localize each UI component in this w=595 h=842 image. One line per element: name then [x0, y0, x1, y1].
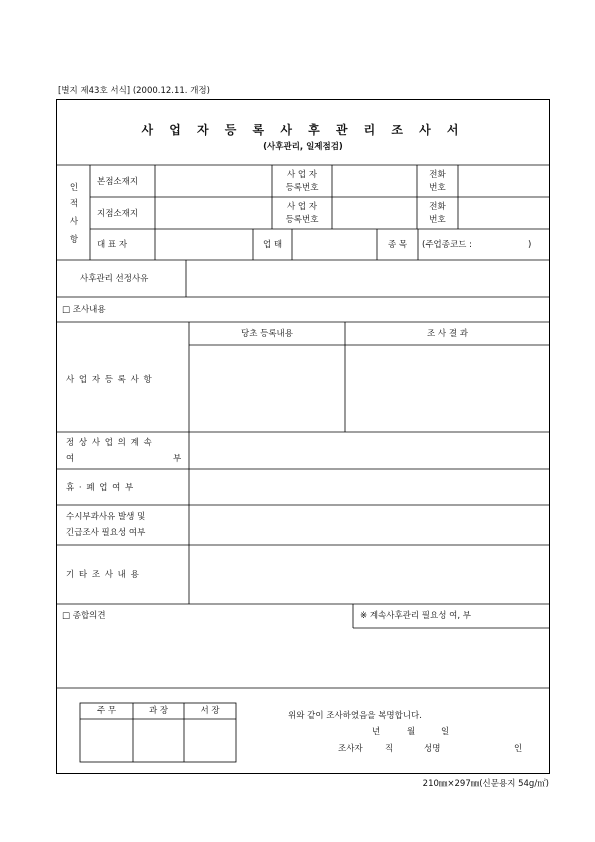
- branch-office-label: 지점소재지: [97, 209, 139, 219]
- opinion-label: □ 종합의견: [62, 611, 106, 621]
- identity-label-1: 인: [69, 183, 79, 193]
- selection-reason-field[interactable]: [188, 262, 548, 295]
- approval-sign-director[interactable]: [185, 720, 235, 761]
- business-type-label: 업 태: [262, 240, 283, 250]
- business-type-field[interactable]: [294, 231, 375, 258]
- head-office-phone-label-2: 번호: [429, 183, 446, 193]
- branch-office-reg-number-field[interactable]: [334, 199, 415, 227]
- branch-office-phone-label-1: 전화: [429, 202, 446, 212]
- continuation-label-2b: 부: [173, 454, 182, 464]
- approval-col-section-chief: 과 장: [148, 706, 169, 716]
- other-survey-field[interactable]: [191, 547, 548, 602]
- closure-label: 휴 · 폐 업 여 부: [66, 483, 135, 493]
- branch-office-reg-label-1: 사 업 자: [286, 202, 318, 212]
- continuation-label-2a: 여: [66, 454, 75, 464]
- identity-label-4: 항: [69, 235, 79, 245]
- selection-reason-label: 사후관리 선정사유: [80, 274, 149, 284]
- form-number: [별지 제43호 서식] (2000.12.11. 개정): [58, 86, 210, 96]
- date-year: 년: [372, 727, 381, 737]
- identity-label-2: 적: [69, 199, 79, 209]
- representative-field[interactable]: [157, 231, 251, 258]
- representative-label: 대 표 자: [97, 240, 128, 250]
- approval-sign-manager[interactable]: [81, 720, 132, 761]
- date-day: 일: [441, 727, 450, 737]
- head-office-phone-label-1: 전화: [429, 170, 446, 180]
- item-code-hint: (주업종코드 :: [422, 240, 472, 250]
- approval-col-manager: 주 무: [96, 706, 117, 716]
- approval-col-director: 서 장: [200, 706, 220, 716]
- date-month: 월: [407, 727, 416, 737]
- paper-spec: 210㎜×297㎜(신문용지 54g/㎡): [422, 779, 549, 789]
- page-title: 사 업 자 등 록 사 후 관 리 조 사 서: [141, 123, 465, 137]
- approval-sign-section-chief[interactable]: [134, 720, 183, 761]
- item-code-close: ): [528, 240, 532, 250]
- report-statement: 위와 같이 조사하였음을 복명합니다.: [288, 711, 422, 721]
- survey-result-header: 조 사 결 과: [427, 329, 468, 339]
- inspector-label: 조사자: [338, 744, 363, 754]
- branch-office-phone-label-2: 번호: [429, 215, 446, 225]
- opinion-field[interactable]: [58, 630, 548, 686]
- continuation-label-1: 정 상 사 업 의 계 속: [66, 438, 153, 448]
- branch-office-reg-label-2: 등록번호: [285, 215, 319, 225]
- seal-label: 인: [514, 744, 523, 754]
- item-label: 종 목: [387, 240, 408, 250]
- head-office-label: 본점소재지: [97, 177, 139, 187]
- page-subtitle: (사후관리, 일제점검): [263, 142, 343, 152]
- closure-field[interactable]: [191, 471, 548, 503]
- head-office-reg-label-1: 사 업 자: [286, 170, 318, 180]
- followup-need-label[interactable]: ※ 계속사후관리 필요성 여, 부: [360, 611, 471, 621]
- head-office-reg-number-field[interactable]: [334, 167, 415, 195]
- branch-office-address-field[interactable]: [157, 199, 270, 227]
- original-registration-header: 당초 등록내용: [241, 329, 293, 339]
- survey-section-label: □ 조사내용: [62, 305, 106, 315]
- head-office-phone-field[interactable]: [460, 167, 548, 195]
- head-office-address-field[interactable]: [157, 167, 270, 195]
- other-survey-label: 기 타 조 사 내 용: [66, 570, 140, 580]
- taxation-field[interactable]: [191, 507, 548, 543]
- position-label: 직: [385, 744, 394, 754]
- taxation-label-2: 긴급조사 필요성 여부: [66, 528, 146, 538]
- head-office-reg-label-2: 등록번호: [285, 183, 319, 193]
- taxation-label-1: 수시부과사유 발생 및: [66, 512, 146, 522]
- continuation-field[interactable]: [191, 434, 548, 467]
- registration-items-label: 사 업 자 등 록 사 항: [66, 375, 153, 385]
- original-registration-field[interactable]: [191, 347, 343, 430]
- branch-office-phone-field[interactable]: [460, 199, 548, 227]
- survey-result-field[interactable]: [347, 347, 548, 430]
- name-label: 성명: [424, 744, 441, 754]
- identity-label-3: 사: [69, 217, 79, 227]
